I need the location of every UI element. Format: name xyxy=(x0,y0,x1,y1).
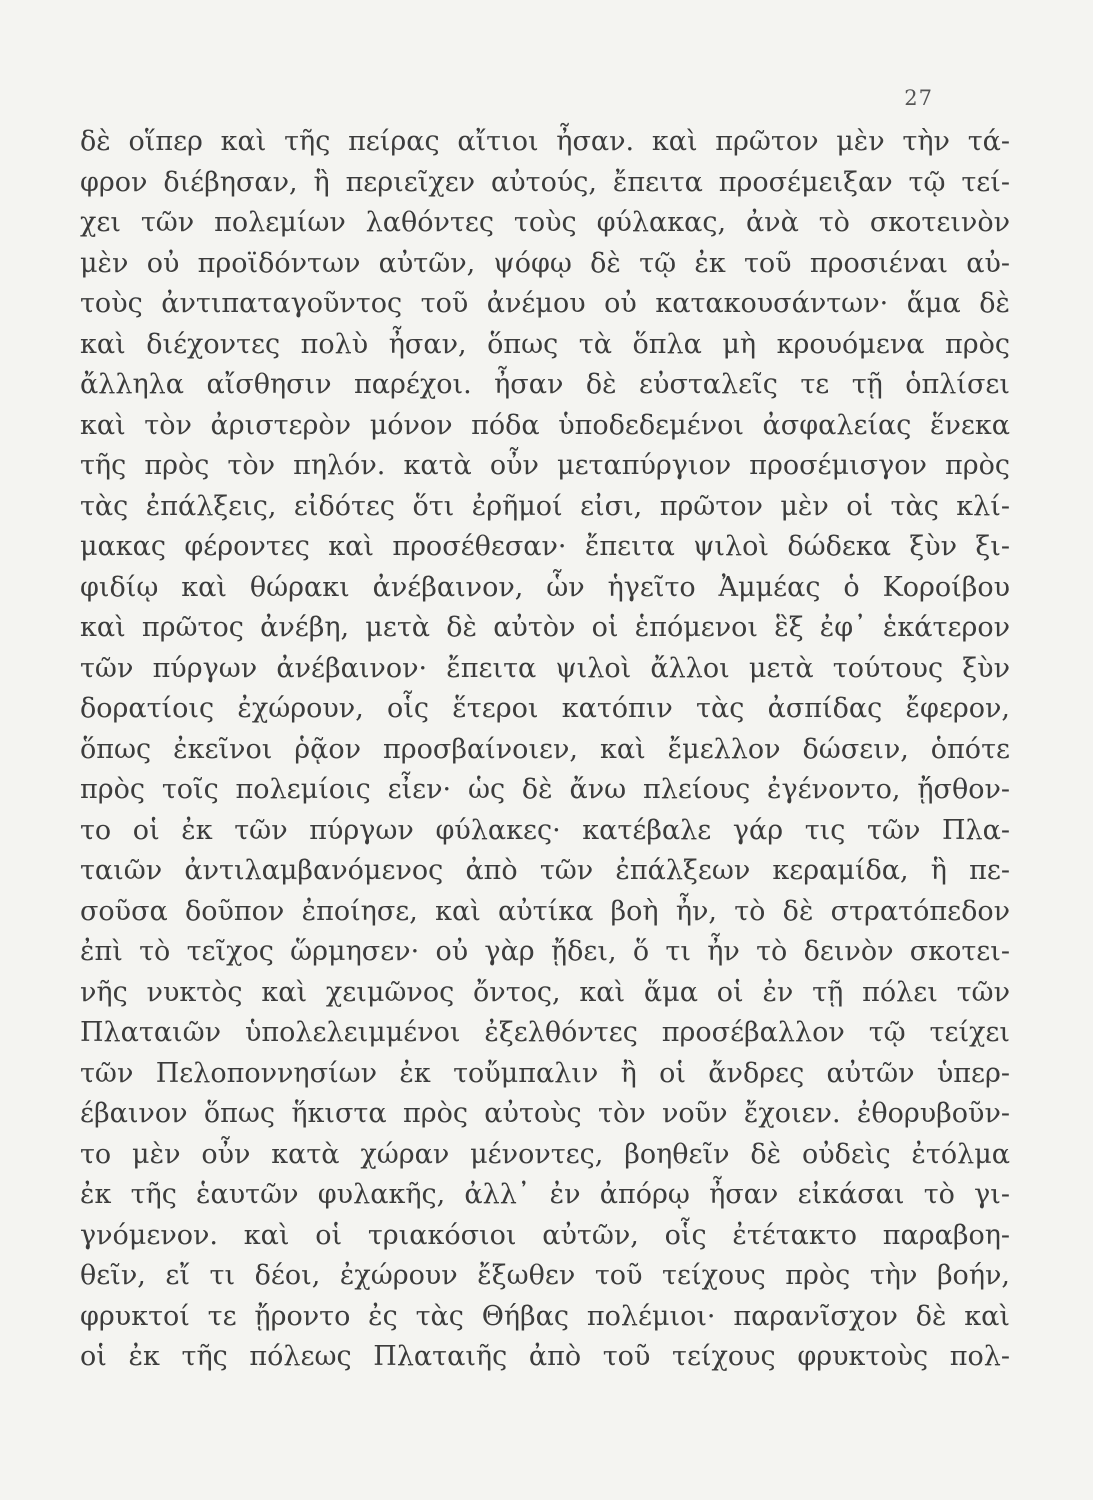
text-line: δὲ οἵπερ καὶ τῆς πείρας αἴτιοι ἦσαν. καὶ πρῶτον μὲν τὴν τά- xyxy=(80,126,1010,157)
text-line: το οἱ ἐκ τῶν πύργων φύλακες· κατέβαλε γάρ τις τῶν Πλα- xyxy=(80,814,1010,846)
text-line: σοῦσα δοῦπον ἐποίησε, καὶ αὐτίκα βοὴ ἦν, τὸ δὲ στρατόπεδον xyxy=(80,895,1010,927)
text-line: καὶ τὸν ἀριστερὸν μόνον πόδα ὑποδεδεμένοι ἀσφαλείας ἕνεκα xyxy=(80,409,1010,441)
text-line: το μὲν οὖν κατὰ χώραν μένοντες, βοηθεῖν δὲ οὐδεὶς ἐτόλμα xyxy=(80,1138,1010,1170)
text-line: νῆς νυκτὸς καὶ χειμῶνος ὄντος, καὶ ἅμα οἱ ἐν τῇ πόλει τῶν xyxy=(80,976,1010,1008)
text-line: έβαινον ὅπως ἥκιστα πρὸς αὐτοὺς τὸν νοῦν ἔχοιεν. ἐθορυβοῦν- xyxy=(80,1098,1010,1129)
text-line: μακας φέροντες καὶ προσέθεσαν· ἔπειτα ψιλοὶ δώδεκα ξὺν ξι- xyxy=(80,531,1010,562)
text-line: ἄλληλα αἴσθησιν παρέχοι. ἦσαν δὲ εὐσταλεῖς τε τῇ ὁπλίσει xyxy=(80,369,1010,400)
text-line: οἱ ἐκ τῆς πόλεως Πλαταιῆς ἀπὸ τοῦ τείχους φρυκτοὺς πολ- xyxy=(80,1341,1010,1372)
text-line: καὶ πρῶτος ἀνέβη, μετὰ δὲ αὐτὸν οἱ ἑπόμενοι ἓξ ἐφ᾽ ἑκάτερον xyxy=(80,612,1010,643)
text-line: φρυκτοί τε ᾔροντο ἐς τὰς Θήβας πολέμιοι· παρανῖσχον δὲ καὶ xyxy=(80,1300,1010,1332)
text-line: φρον διέβησαν, ἣ περιεῖχεν αὐτούς, ἔπειτα προσέμειξαν τῷ τεί- xyxy=(80,166,1010,198)
text-line: τὰς ἐπάλξεις, εἰδότες ὅτι ἐρῆμοί εἰσι, πρῶτον μὲν οἱ τὰς κλί- xyxy=(80,490,1010,522)
text-line: ἐκ τῆς ἑαυτῶν φυλακῆς, ἀλλ᾽ ἐν ἀπόρῳ ἦσαν εἰκάσαι τὸ γι- xyxy=(80,1179,1010,1210)
text-line: πρὸς τοῖς πολεμίοις εἶεν· ὡς δὲ ἄνω πλείους ἐγένοντο, ᾔσθον- xyxy=(80,774,1010,805)
text-line: καὶ διέχοντες πολὺ ἦσαν, ὅπως τὰ ὅπλα μὴ κρουόμενα πρὸς xyxy=(80,328,1010,360)
text-line: φιδίῳ καὶ θώρακι ἀνέβαινον, ὧν ἡγεῖτο Ἀμμέας ὁ Κοροίβου xyxy=(80,571,1010,603)
text-line: τῶν Πελοποννησίων ἐκ τοὔμπαλιν ἢ οἱ ἄνδρες αὐτῶν ὑπερ- xyxy=(80,1057,1010,1089)
text-line: γνόμενον. καὶ οἱ τριακόσιοι αὐτῶν, οἷς ἐτέτακτο παραβοη- xyxy=(80,1219,1010,1251)
text-line: ταιῶν ἀντιλαμβανόμενος ἀπὸ τῶν ἐπάλξεων κεραμίδα, ἣ πε- xyxy=(80,855,1010,886)
text-line: μὲν οὐ προϊδόντων αὐτῶν, ψόφῳ δὲ τῷ ἐκ τοῦ προσιέναι αὐ- xyxy=(80,247,1010,279)
text-line: Πλαταιῶν ὑπολελειμμένοι ἐξελθόντες προσέβαλλον τῷ τείχει xyxy=(80,1017,1010,1048)
text-line: ἐπὶ τὸ τεῖχος ὥρμησεν· οὐ γὰρ ᾔδει, ὅ τι ἦν τὸ δεινὸν σκοτει- xyxy=(80,936,1010,967)
text-line: ὅπως ἐκεῖνοι ῥᾷον προσβαίνοιεν, καὶ ἔμελλον δώσειν, ὁπότε xyxy=(80,733,1010,765)
page-number: 27 xyxy=(904,86,933,110)
text-line: τῆς πρὸς τὸν πηλόν. κατὰ οὖν μεταπύργιον προσέμισγον πρὸς xyxy=(80,450,1010,481)
greek-text-body xyxy=(80,122,1010,1378)
text-line: τοὺς ἀντιπαταγοῦντος τοῦ ἀνέμου οὐ κατακουσάντων· ἅμα δὲ xyxy=(80,288,1010,319)
text-line: τῶν πύργων ἀνέβαινον· ἔπειτα ψιλοὶ ἄλλοι μετὰ τούτους ξὺν xyxy=(80,652,1010,684)
text-line: θεῖν, εἴ τι δέοι, ἐχώρουν ἔξωθεν τοῦ τείχους πρὸς τὴν βοήν, xyxy=(80,1260,1010,1291)
text-line: δορατίοις ἐχώρουν, οἷς ἕτεροι κατόπιν τὰς ἀσπίδας ἔφερον, xyxy=(80,693,1010,724)
text-line: χει τῶν πολεμίων λαθόντες τοὺς φύλακας, ἀνὰ τὸ σκοτεινὸν xyxy=(80,207,1010,238)
